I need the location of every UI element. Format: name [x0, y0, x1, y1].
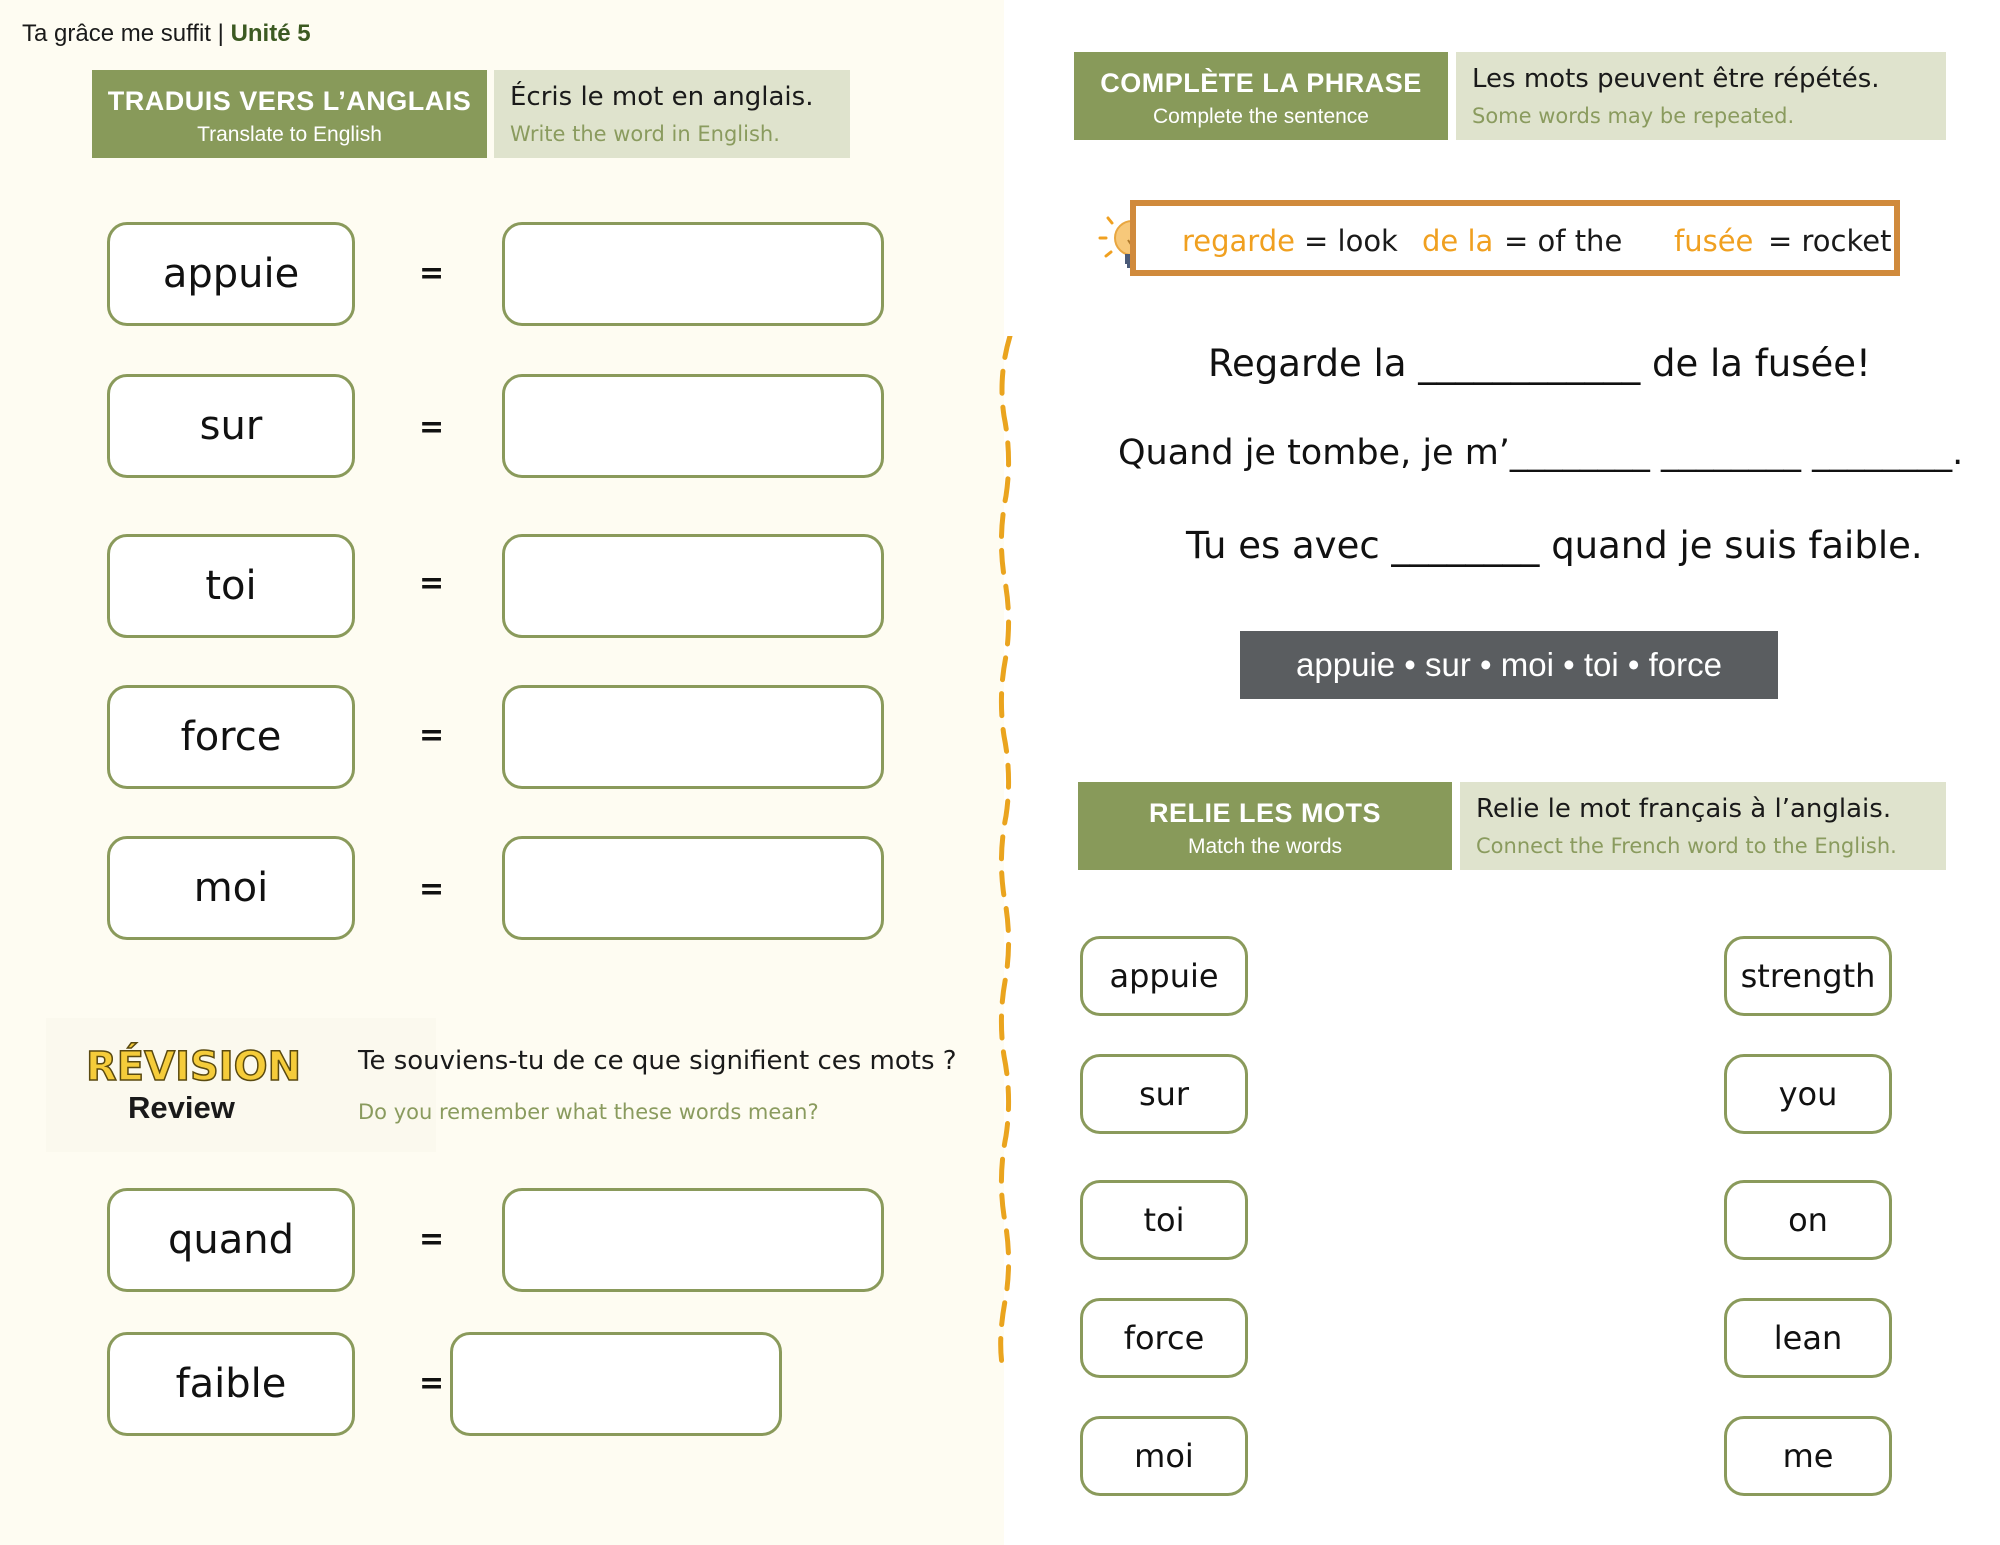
match-subtitle: Match the words — [1187, 835, 1343, 858]
translate-title: TRADUIS VERS L’ANGLAIS — [107, 86, 472, 116]
match-french-word[interactable]: sur — [1080, 1054, 1248, 1134]
unit-label: Unité 5 — [230, 20, 311, 47]
translate-instruction-en: Write the word in English. — [510, 122, 780, 146]
translate-instruction-banner — [494, 70, 850, 158]
complete-subtitle: Complete the sentence — [1153, 105, 1369, 128]
revision-answer-input[interactable] — [502, 1188, 884, 1292]
page-header — [22, 20, 311, 48]
match-english-word[interactable]: on — [1724, 1180, 1892, 1260]
match-title: RELIE LES MOTS — [1148, 798, 1382, 828]
header-separator: | — [217, 20, 224, 47]
hint-french-word: regarde — [1182, 224, 1295, 258]
equals-sign: = — [419, 1366, 445, 1401]
hint-english-word: = look — [1304, 224, 1398, 258]
complete-instruction-en: Some words may be repeated. — [1472, 104, 1795, 128]
match-french-word[interactable]: toi — [1080, 1180, 1248, 1260]
workbook-title: Ta grâce me suffit — [22, 20, 211, 47]
revision-title: RÉVISION — [86, 1044, 302, 1090]
vocabulary-hint-box — [1130, 200, 1900, 276]
translate-subtitle: Translate to English — [197, 123, 382, 146]
equals-sign: = — [419, 256, 445, 291]
translate-word-box: force — [107, 685, 355, 789]
translate-answer-input[interactable] — [502, 222, 884, 326]
translate-answer-input[interactable] — [502, 534, 884, 638]
match-english-word[interactable]: me — [1724, 1416, 1892, 1496]
equals-sign: = — [419, 566, 445, 601]
match-instruction: Relie le mot français à l’anglais. — [1476, 794, 1892, 824]
complete-banner — [1074, 52, 1448, 140]
revision-subtitle: Review — [128, 1090, 235, 1125]
complete-title: COMPLÈTE LA PHRASE — [1100, 68, 1422, 98]
match-instruction-en: Connect the French word to the English. — [1476, 834, 1897, 858]
translate-answer-input[interactable] — [502, 685, 884, 789]
complete-instruction: Les mots peuvent être répétés. — [1472, 64, 1880, 94]
revision-question: Te souviens-tu de ce que signifient ces mots ? — [358, 1046, 957, 1076]
complete-instruction-banner — [1456, 52, 1946, 140]
translate-word-box: sur — [107, 374, 355, 478]
match-english-word[interactable]: you — [1724, 1054, 1892, 1134]
revision-word-box: quand — [107, 1188, 355, 1292]
fill-in-sentence: Quand je tombe, je m’________ ________ ________. — [1118, 433, 1964, 473]
match-instruction-banner — [1460, 782, 1946, 870]
equals-sign: = — [419, 1222, 445, 1257]
hint-english-word: = rocket — [1768, 224, 1892, 258]
translate-word-box: appuie — [107, 222, 355, 326]
match-english-word[interactable]: strength — [1724, 936, 1892, 1016]
equals-sign: = — [419, 718, 445, 753]
translate-word-box: toi — [107, 534, 355, 638]
hint-french-word: de la — [1422, 224, 1494, 258]
translate-answer-input[interactable] — [502, 836, 884, 940]
translate-word-box: moi — [107, 836, 355, 940]
equals-sign: = — [419, 410, 445, 445]
hint-english-word: = of the — [1504, 224, 1623, 258]
revision-word-box: faible — [107, 1332, 355, 1436]
translate-instruction: Écris le mot en anglais. — [510, 82, 814, 112]
match-french-word[interactable]: moi — [1080, 1416, 1248, 1496]
match-banner — [1078, 782, 1452, 870]
wavy-divider — [990, 336, 1030, 1364]
match-french-word[interactable]: appuie — [1080, 936, 1248, 1016]
word-bank: appuie • sur • moi • toi • force — [1240, 631, 1778, 699]
fill-in-sentence: Regarde la ____________ de la fusée! — [1208, 342, 1871, 385]
hint-french-word: fusée — [1674, 224, 1754, 258]
translate-banner — [92, 70, 487, 158]
translate-answer-input[interactable] — [502, 374, 884, 478]
match-french-word[interactable]: force — [1080, 1298, 1248, 1378]
equals-sign: = — [419, 872, 445, 907]
revision-question-en: Do you remember what these words mean? — [358, 1100, 819, 1124]
revision-answer-input[interactable] — [450, 1332, 782, 1436]
fill-in-sentence: Tu es avec ________ quand je suis faible. — [1186, 524, 1923, 567]
match-english-word[interactable]: lean — [1724, 1298, 1892, 1378]
